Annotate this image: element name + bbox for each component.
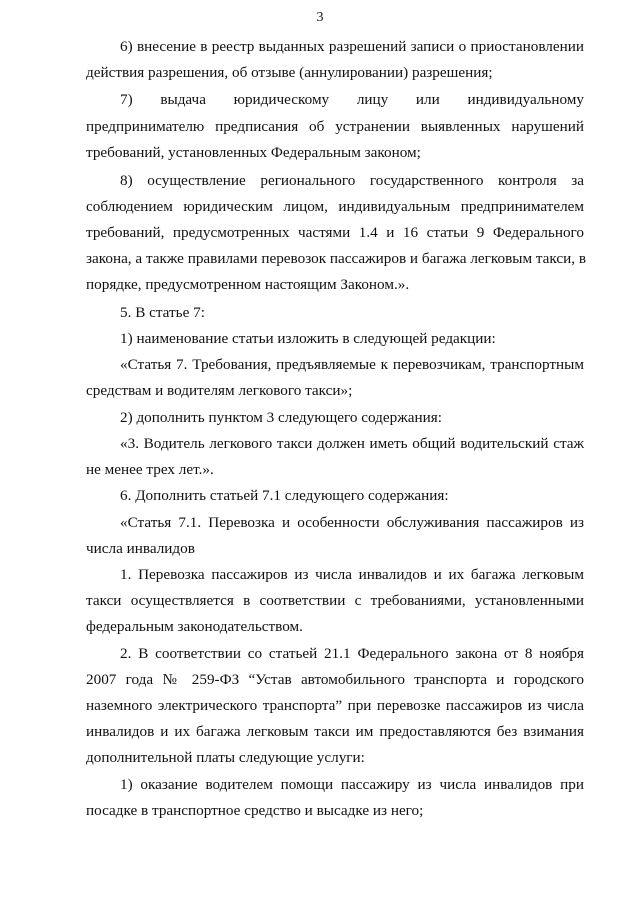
text-line-p6-l2: средствам и водителям легкового такси»; [86,382,353,399]
page-number: 3 [316,10,324,25]
text-line-p13-l1: 1) оказание водителем помощи пассажиру из числа инвалидов при [120,776,584,793]
text-line-p11-l1: 1. Перевозка пассажиров из числа инвалидов и их багажа легковым [120,566,584,583]
text-line-p2-l1: 7) выдача юридическому лицу или индивидуальному [120,91,584,108]
text-line-p3-l3: требований, предусмотренных частями 1.4 и 16 статьи 9 Федерального [86,224,584,241]
text-line-p1-l1: 6) внесение в реестр выданных разрешений записи о приостановлении [120,38,584,55]
text-line-p7-l1: 2) дополнить пунктом 3 следующего содержания: [120,409,442,426]
text-line-p11-l2: такси осуществляется в соответствии с требованиями, установленными [86,592,584,609]
text-line-p13-l2: посадке в транспортное средство и высадке из него; [86,802,424,819]
text-line-p12-l1: 2. В соответствии со статьей 21.1 Федерального закона от 8 ноября [120,645,584,662]
text-line-p12-l3: наземного электрического транспорта” при перевозке пассажиров из числа [86,697,584,714]
text-line-p5-l1: 1) наименование статьи изложить в следующей редакции: [120,330,496,347]
text-line-p12-l2: 2007 года № 259-ФЗ “Устав автомобильного транспорта и городского [86,671,584,688]
text-line-p3-l1: 8) осуществление регионального государственного контроля за [120,172,584,189]
text-line-p1-l2: действия разрешения, об отзыве (аннулировании) разрешения; [86,64,493,81]
text-line-p4-l1: 5. В статье 7: [120,304,205,321]
text-line-p2-l3: требований, установленных Федеральным законом; [86,144,421,161]
text-line-p6-l1: «Статья 7. Требования, предъявляемые к перевозчикам, транспортным [120,356,584,373]
text-line-p11-l3: федеральным законодательством. [86,618,303,635]
text-line-p12-l4: инвалидов и их багажа легковым такси им предоставляются без взимания [86,723,584,740]
text-line-p9-l1: 6. Дополнить статьей 7.1 следующего содержания: [120,487,449,504]
text-line-p3-l5: порядке, предусмотренном настоящим Законом.». [86,276,410,293]
text-line-p12-l5: дополнительной платы следующие услуги: [86,749,365,766]
text-line-p8-l1: «3. Водитель легкового такси должен иметь общий водительский стаж [120,435,584,452]
text-line-p8-l2: не менее трех лет.». [86,461,214,478]
text-line-p3-l2: соблюдением юридическим лицом, индивидуальным предпринимателем [86,198,584,215]
text-line-p3-l4: закона, а также правилами перевозок пассажиров и багажа легковым такси, в [86,250,587,267]
text-line-p2-l2: предпринимателю предписания об устранении выявленных нарушений [86,118,584,135]
text-line-p10-l1: «Статья 7.1. Перевозка и особенности обслуживания пассажиров из [120,514,584,531]
text-line-p10-l2: числа инвалидов [86,540,195,557]
